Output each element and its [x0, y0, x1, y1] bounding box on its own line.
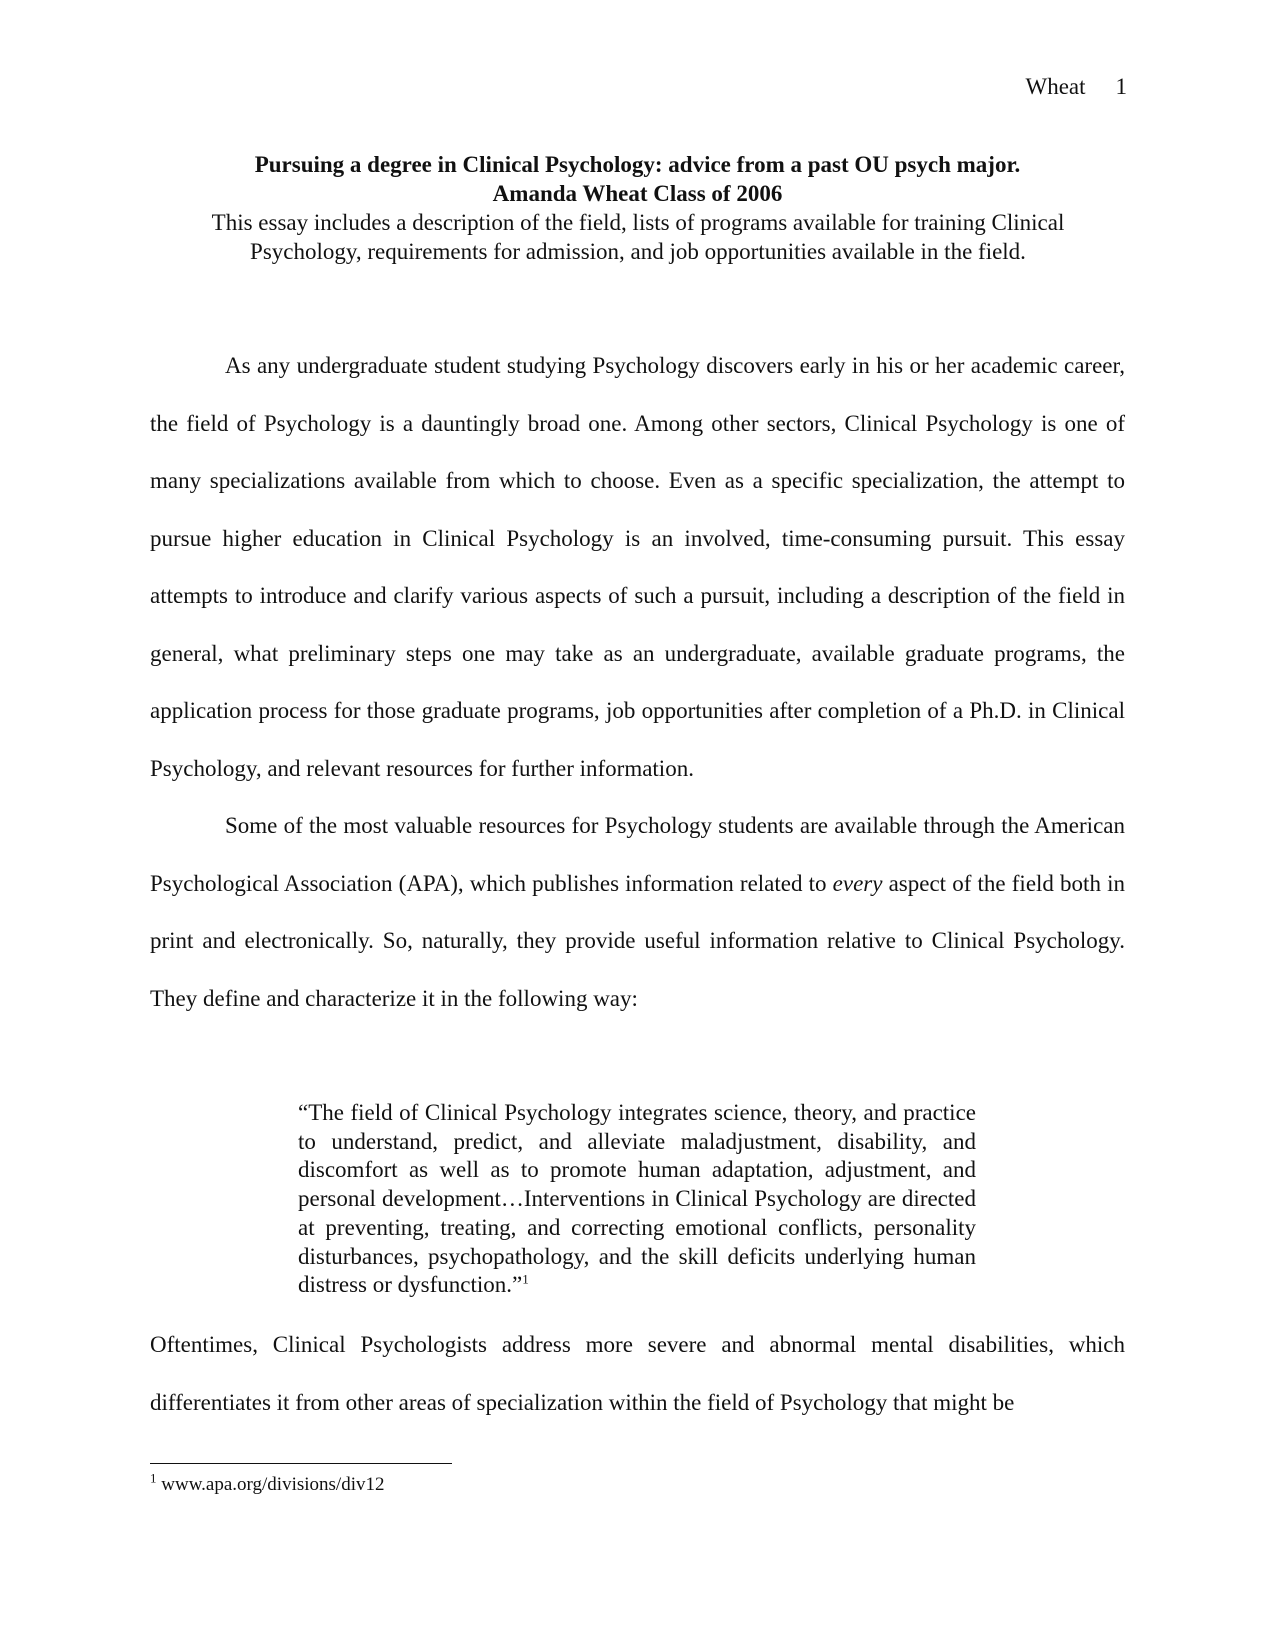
- continuation-text: [150, 1316, 1125, 1431]
- paragraph-2: [150, 797, 1125, 1027]
- paragraph-3: Oftentimes, Clinical Psychologists address more severe and abnormal mental disabilities, which differentiates it from other areas of specialization within the field of Psychology that might be: [150, 1332, 1125, 1415]
- footnote-divider: [150, 1463, 452, 1464]
- header-author: Wheat: [1025, 74, 1086, 99]
- paragraph-2-part-2: aspect of the field both in print and electronically. So, naturally, they provide useful information relative to Clinical Psychology. They define and characterize it in the following way:: [150, 870, 1125, 1011]
- block-quote: [298, 1099, 976, 1300]
- footnote-marker: 1: [150, 1470, 157, 1486]
- footnote: [150, 1470, 385, 1496]
- header-page-number: 1: [1115, 74, 1127, 99]
- abstract: This essay includes a description of the field, lists of programs available for training Clinical Psychology, requirements for admission, and job opportunities available in the field.: [211, 210, 1065, 264]
- footnote-reference[interactable]: 1: [522, 1271, 529, 1287]
- essay-title: Pursuing a degree in Clinical Psychology: advice from a past OU psych major.: [254, 152, 1021, 177]
- paragraph-2-emphasis: every: [832, 870, 883, 896]
- author-line: Amanda Wheat Class of 2006: [492, 181, 783, 206]
- running-header: [1025, 74, 1127, 100]
- body-text: [150, 337, 1125, 1027]
- title-block: [150, 150, 1125, 208]
- footnote-link[interactable]: www.apa.org/divisions/div12: [161, 1474, 385, 1495]
- paragraph-2-part-1: Some of the most valuable resources for Psychology students are available through the American Psychological Association (APA), which publishes information related to: [150, 813, 1125, 896]
- quote-text: “The field of Clinical Psychology integrates science, theory, and practice to understand, predict, and alleviate maladjustment, disability, and discomfort as well as to promote human adaptation, adjustment, and personal development…Interventions in Clinical Psychology are directed at preventing, treating, and correcting emotional conflicts, personality disturbances, psychopathology, and the skill deficits underlying human distress or dysfunction.”: [298, 1100, 976, 1298]
- paragraph-1: As any undergraduate student studying Psychology discovers early in his or her academic career, the field of Psychology is a dauntingly broad one. Among other sectors, Clinical Psychology is one of many specializations available from which to choose. Even as a specific specialization, the attempt to pursue higher education in Clinical Psychology is an involved, time-consuming pursuit. This essay attempts to introduce and clarify various aspects of such a pursuit, including a description of the field in general, what preliminary steps one may take as an undergraduate, available graduate programs, the application process for those graduate programs, job opportunities after completion of a Ph.D. in Clinical Psychology, and relevant resources for further information.: [150, 353, 1125, 781]
